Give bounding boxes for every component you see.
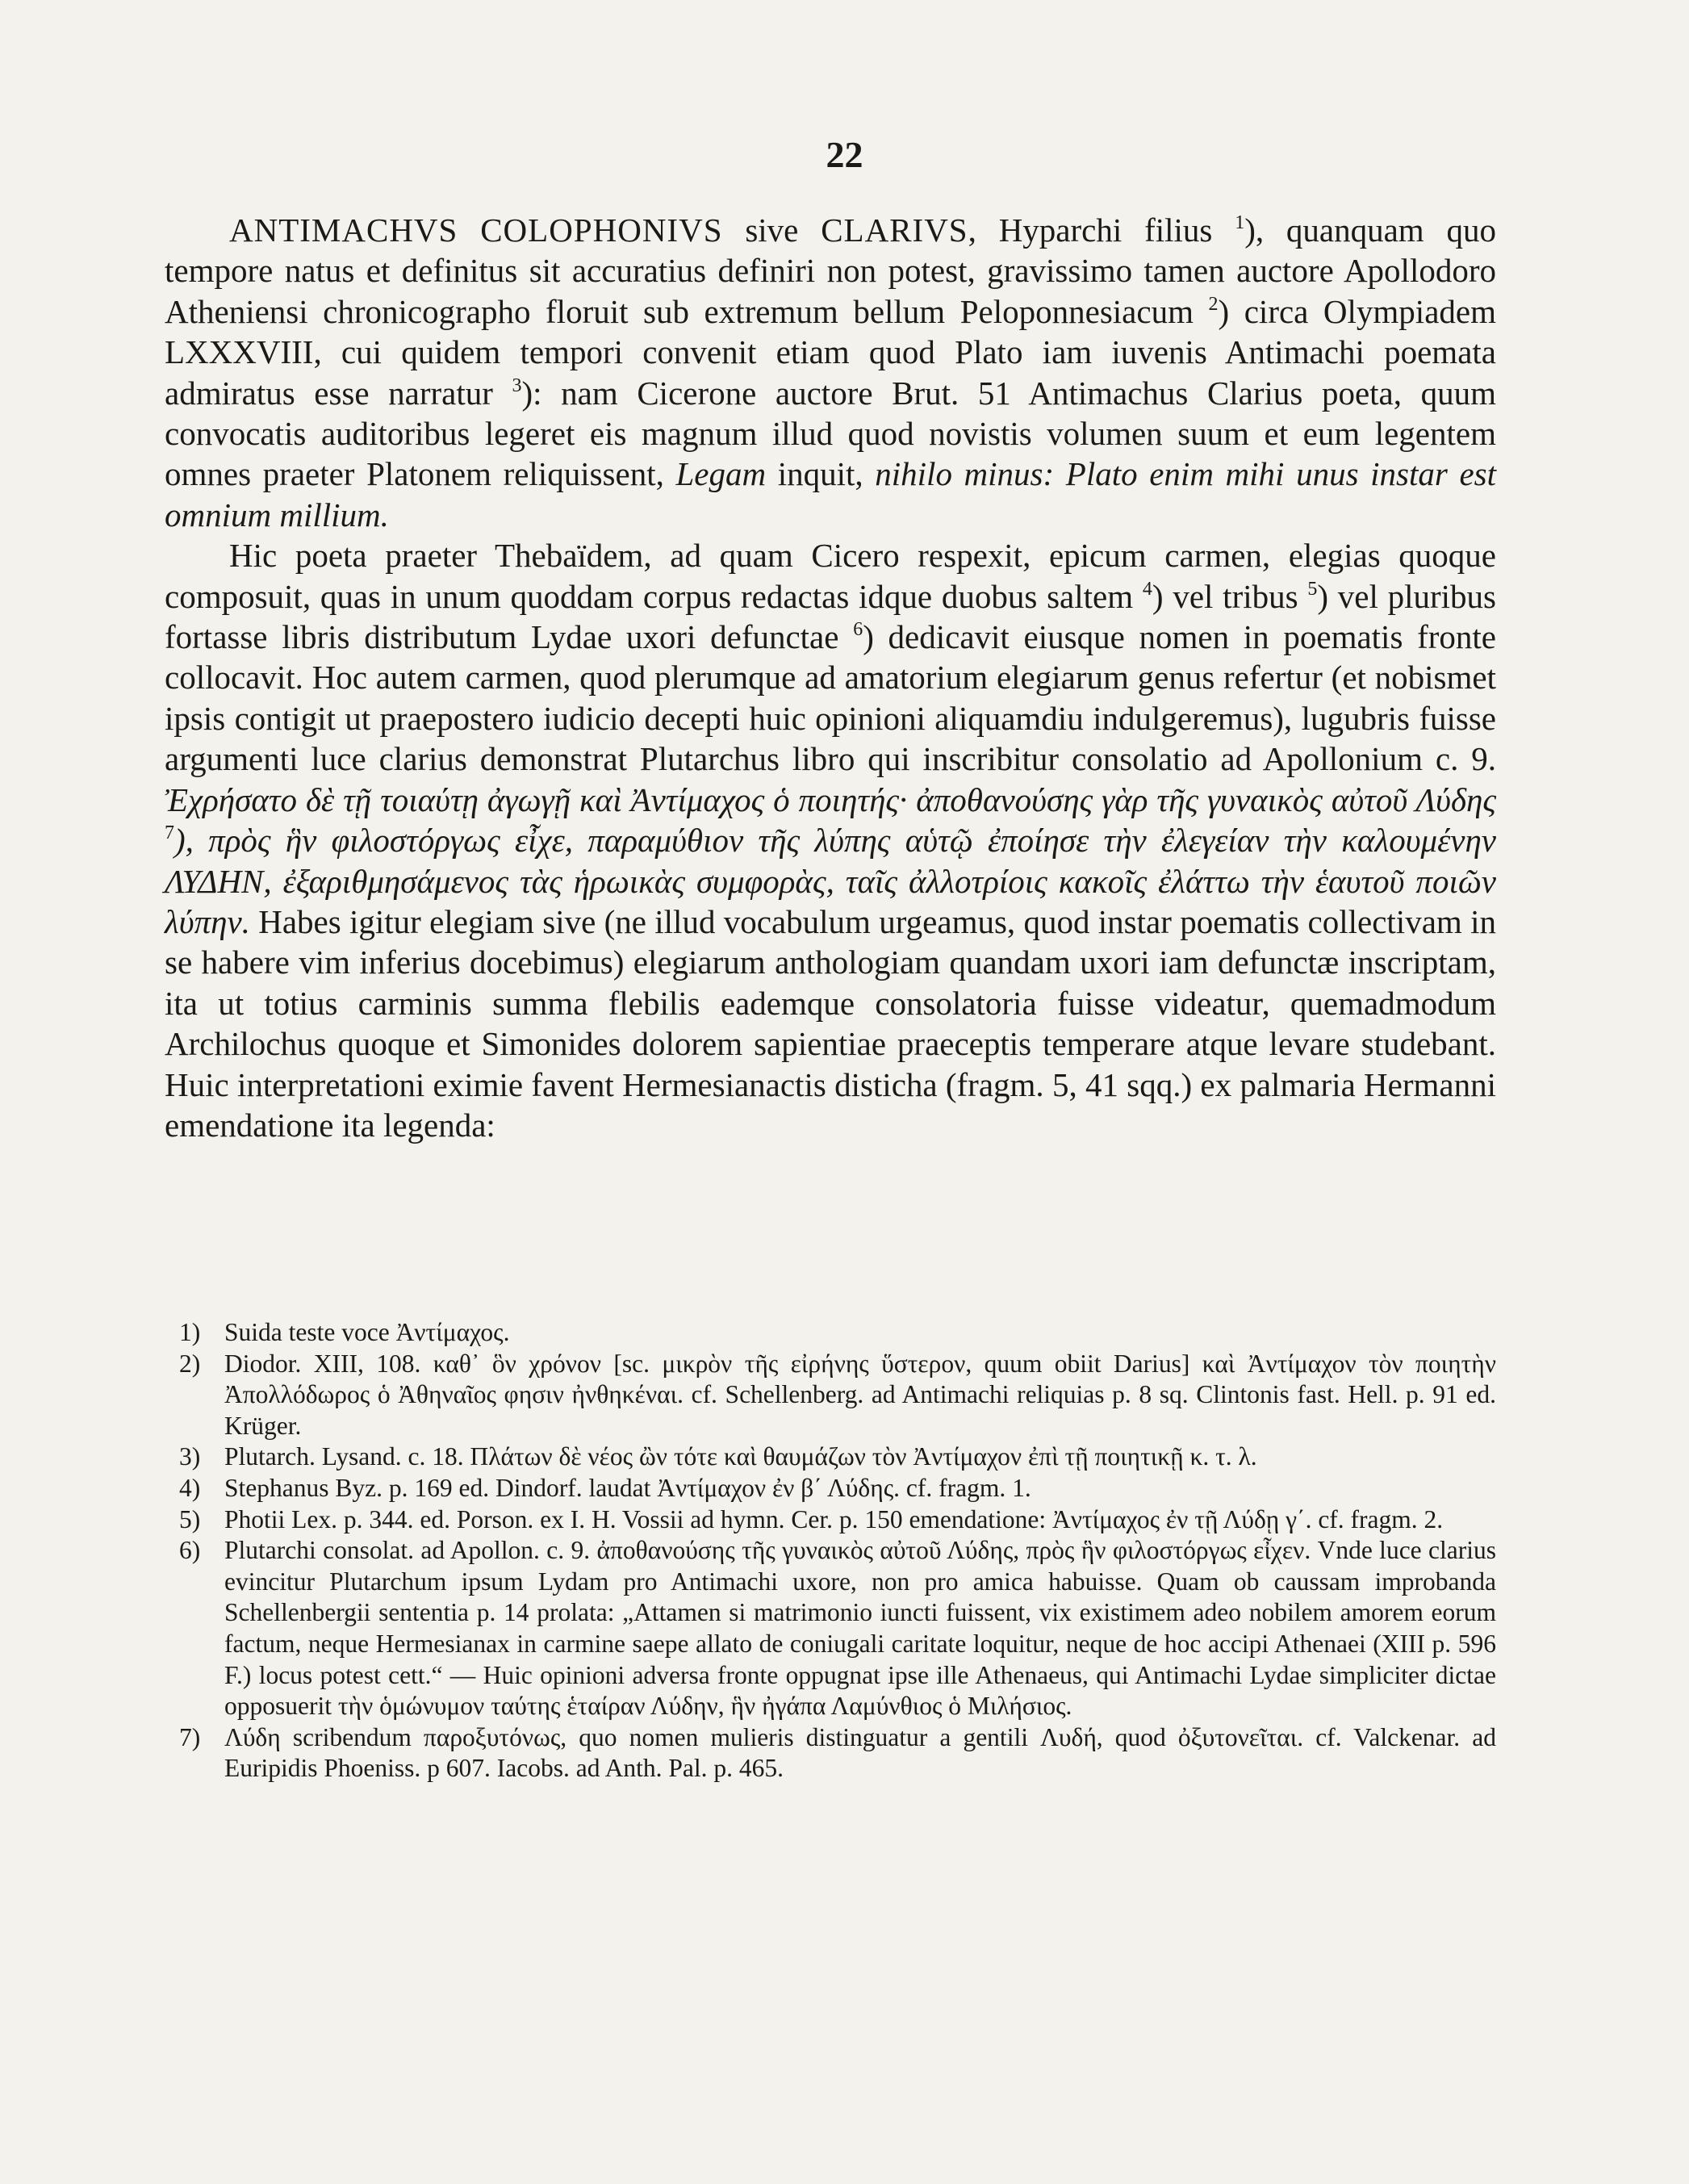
text-span: ): nam Cicerone auctore Brut. 51 Antimachus Clarius poeta, quum convocatis auditoribus legeret eis magnum illud quod novistis volumen suum et eum legentem omnes praeter Platonem reliquissent, — [165, 374, 1496, 493]
text-span: inquit, — [777, 455, 863, 493]
text-span: ) dedicavit eiusque nomen in poematis fronte collocavit. Hoc autem carmen, quod plerumque ad amatorium elegiarum genus refertur (et nobismet ipsis contigit ut praepostero iudicio decepti huic opinioni aliquamdiu indulgeremus), lugubris fuisse argumenti luce clarius demonstrat Plutarchus libro qui inscribitur consolatio ad Apollonium c. 9. — [165, 618, 1497, 778]
footnote-text: Plutarchi consolat. ad Apollon. c. 9. ἀποθανούσης τῆς γυναικὸς αὐτοῦ Λύδης, πρὸς ἣν φιλοστόργως εἶχεν. Vnde luce clarius evincitur Plutarchum ipsum Lydam pro Antimachi uxore, non pro amica habuisse. Quam ob caussam improbanda Schellenbergii sententia p. 14 prolata: „Attamen si matrimonio iuncti fuissent, vix existimem adeo nobilem amorem eorum factum, neque Hermesianax in carmine saepe allato de coniugali caritate loquitur, neque de hoc accipi Athenaei (XIII p. 596 F.) locus potest cett.“ — Huic opinioni adversa fronte oppugnat ipse ille Athenaeus, qui Antimachi Lydae simpliciter dictae opposuerit τὴν ὁμώνυμον ταύτης ἑταίραν Λύδην, ἣν ἠγάπα Λαμύνθιος ὁ Μιλήσιος. — [224, 1536, 1496, 1721]
footnote-number: 3) — [179, 1442, 201, 1471]
text-span: ) circa Olympiadem LXXXVIII, cui quidem tempori convenit etiam quod Plato iam iuvenis Antimachi poemata admiratus esse narratur — [165, 292, 1496, 412]
footnote — [165, 1317, 1496, 1349]
text-span: Habes igitur elegiam sive (ne illud vocabulum urgeamus, quod instar poematis collectivam in se habere vim inferius docebimus) elegiarum anthologiam quandam uxori iam defunctæ inscriptam, ita ut totius carminis summa flebilis eademque consolatoria fuisse videatur, quemadmodum Archilochus quoque et Simonides dolorem sapientiae praeceptis temperare atque levare studebant. Huic interpretationi eximie favent Hermesianactis disticha (fragm. 5, 41 sqq.) ex palmaria Hermanni emendatione ita legenda: — [165, 902, 1496, 1144]
footnote-marker: 3 — [512, 374, 522, 396]
text-span: sive — [745, 211, 799, 249]
footnote-marker: 2 — [1208, 293, 1219, 315]
footnote-text: Diodor. XIII, 108. καθ᾽ ὃν χρόνον [sc. μικρὸν τῆς εἰρήνης ὕστερον, quum obiit Darius] καὶ Ἀντίμαχον τὸν ποιητὴν Ἀπολλόδωρος ὁ Ἀθηναῖος φησιν ἠνθηκέναι. cf. Schellenberg. ad Antimachi reliquias p. 8 sq. Clintonis fast. Hell. p. 91 ed. Krüger. — [224, 1349, 1496, 1440]
footnote-text: Stephanus Byz. p. 169 ed. Dindorf. laudat Ἀντίμαχον ἐν β΄ Λύδης. cf. fragm. 1. — [224, 1473, 1031, 1502]
paragraph-2 — [165, 535, 1496, 1145]
footnote-number: 6) — [179, 1536, 201, 1565]
greek-quotation: ), πρὸς ἣν φιλοστόργως εἶχε, παραμύθιον τῆς λύπης αὑτῷ ἐποίησε τὴν ἐλεγείαν τὴν καλουμένην ΛΥΔΗΝ, ἐξαριθμησάμενος τὰς ἡρωικὰς συμφορὰς, ταῖς ἀλλοτρίοις κακοῖς ἐλάττω τὴν ἑαυτοῦ ποιῶν λύπην. — [165, 822, 1496, 940]
text-span: ) vel tribus — [1152, 577, 1298, 615]
footnote — [165, 1349, 1496, 1442]
footnote-marker: 6 — [853, 619, 863, 641]
footnote-text: Suida teste voce Ἀντίμαχος. — [224, 1318, 510, 1346]
quotation: Legam — [675, 455, 767, 493]
text-span: ) vel pluribus fortasse libris distributum Lydae uxori defunctae — [165, 577, 1497, 656]
footnote — [165, 1504, 1496, 1536]
footnote-marker: 7 — [165, 822, 174, 844]
footnote-text: Photii Lex. p. 344. ed. Porson. ex I. H. Vossii ad hymn. Cer. p. 150 emendatione: Ἀντίμαχος ἐν τῇ Λύδῃ γ΄. cf. fragm. 2. — [224, 1504, 1444, 1533]
footnote-marker: 4 — [1142, 578, 1152, 600]
footnote-number: 7) — [179, 1722, 201, 1751]
author-epithet-colophonius: COLOPHONIVS — [480, 211, 723, 249]
footnote-text: Plutarch. Lysand. c. 18. Πλάτων δὲ νέος ὢν τότε καὶ θαυμάζων τὸν Ἀντίμαχον ἐπὶ τῇ ποιητικῇ κ. τ. λ. — [224, 1442, 1257, 1471]
footnote-number: 2) — [179, 1349, 201, 1378]
paragraph-1 — [165, 210, 1496, 535]
footnote-marker: 1 — [1235, 212, 1245, 233]
page-number: 22 — [826, 134, 863, 175]
main-text — [165, 210, 1496, 1145]
author-name: ANTIMACHVS — [229, 211, 458, 249]
footnote — [165, 1473, 1496, 1504]
text-span: Hic poeta praeter Thebaïdem, ad quam Cicero respexit, epicum carmen, elegias quoque composuit, quas in unum quoddam corpus redactas idque duobus saltem — [165, 537, 1496, 615]
text-span: , Hyparchi filius — [968, 211, 1213, 249]
text-span: ), quanquam quo tempore natus et definitus sit accuratius definiri non potest, gravissimo tamen auctore Apollodoro Atheniensi chronicographo floruit sub extremum bellum Peloponnesiacum — [165, 211, 1497, 330]
footnote — [165, 1535, 1496, 1722]
author-epithet-clarius: CLARIVS — [821, 211, 968, 249]
footnotes — [165, 1317, 1496, 1784]
quotation: nihilo minus: Plato enim mihi unus instar est omnium millium. — [165, 455, 1496, 533]
footnote-number: 1) — [179, 1318, 201, 1346]
footnote-number: 5) — [179, 1504, 201, 1533]
footnote-marker: 5 — [1307, 578, 1318, 600]
footnote-number: 4) — [179, 1473, 201, 1502]
footnote-text: Λύδη scribendum παροξυτόνως, quo nomen mulieris distinguatur a gentili Λυδή, quod ὀξυτονεῖται. cf. Valckenar. ad Euripidis Phoeniss. p 607. Iacobs. ad Anth. Pal. p. 465. — [224, 1722, 1496, 1783]
greek-quotation: Ἐχρήσατο δὲ τῇ τοιαύτῃ ἀγωγῇ καὶ Ἀντίμαχος ὁ ποιητής· ἀποθανούσης γὰρ τῆς γυναικὸς αὐτοῦ Λύδης — [165, 780, 1496, 818]
footnote — [165, 1441, 1496, 1473]
footnote — [165, 1722, 1496, 1784]
